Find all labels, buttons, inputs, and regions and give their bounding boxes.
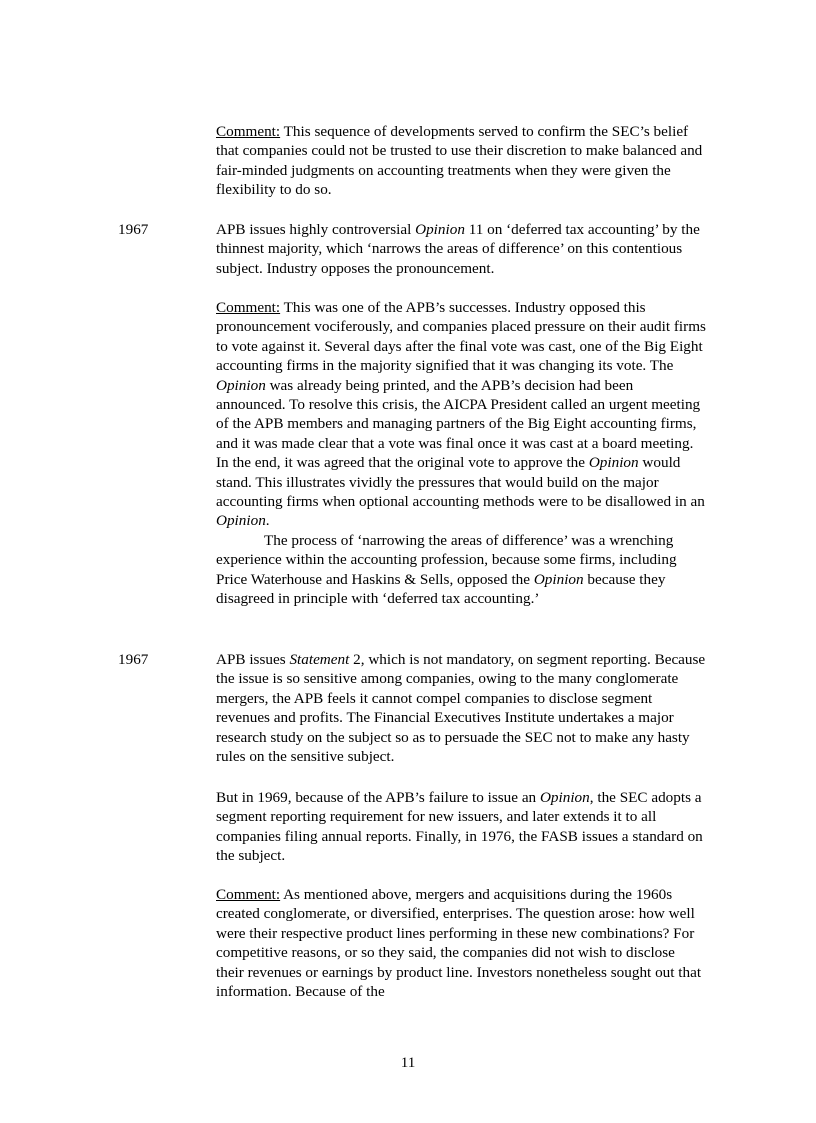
entry-year: 1967 [118,651,149,668]
paragraph-1969-segment-reporting [216,788,706,866]
entry-text: APB issues [216,651,290,668]
comment-text: This was one of the APB’s successes. Industry opposed this pronouncement vociferously, and companies placed pressure on their audit firms to vote against it. Several days after the final vote was cast, one of the Big Eight accounting firms in the majority signified that it was changing its vote. The [216,299,706,375]
entry-year: 1967 [118,221,149,238]
paragraph-text: But in 1969, because of the APB’s failure to issue an [216,789,540,806]
entry-italic-term: Opinion [415,221,465,238]
entry-text: APB issues highly controversial [216,221,416,238]
comment-label: Comment: [216,123,281,140]
page-number: 11 [400,1054,416,1071]
entry-opinion-11 [216,220,706,278]
comment-second-paragraph [216,531,706,609]
comment-italic-term: Opinion [216,376,266,394]
entry-text: 11 on ‘deferred tax accounting’ by the thinnest majority, which ‘narrows the areas of difference’ on this contentious subject. Industry opposes the pronouncement. [216,221,700,277]
entry-text: 2, which is not mandatory, on segment reporting. Because the issue is so sensitive among companies, owing to the many conglomerate mergers, the APB feels it cannot compel companies to disclose segment revenues and profits. The Financial Executives Institute undertakes a major research study on the subject so as to persuade the SEC not to make any hasty rules on the sensitive subject. [216,651,706,766]
comment-text: because they disagreed in principle with ‘deferred tax accounting.’ [216,570,666,608]
comment-text: As mentioned above, mergers and acquisitions during the 1960s created conglomerate, or diversified, enterprises. The question arose: how well were their respective product lines performing in these new combinations? For competitive reasons, or so they said, the companies did not wish to disclose their revenues or earnings by product line. Investors nonetheless sought out that information. Because of the [216,886,702,1001]
comment-label: Comment: [216,299,281,316]
entry-italic-term: Statement [289,651,350,668]
comment-label: Comment: [216,886,281,903]
comment-italic-term: Opinion [533,570,584,588]
comment-italic-term: Opinion [588,454,639,472]
comment-text: was already being printed, and the APB’s decision had been announced. To resolve this crisis, the AICPA President called an urgent meeting of the APB members and managing partners of the Big Eight accounting firms, and it was made clear that a vote was final once it was cast at a board meeting. In the end, it was agreed that the original vote to approve the [216,376,701,472]
comment-text: would stand. This illustrates vividly the pressures that would build on the major accounting firms when optional accounting methods were to be disallowed in an [216,454,705,511]
entry-statement-2 [216,650,706,766]
comment-italic-term: Opinion [216,512,266,530]
comment-text: The process of ‘narrowing the areas of difference’ was a wrenching experience within the accounting profession, because some firms, including Price Waterhouse and Haskins & Sells, opposed the [216,531,677,588]
comment-paragraph-sec-belief [216,122,706,200]
paragraph-text: , the SEC adopts a segment reporting requirement for new issuers, and later extends it to all companies filing annual reports. Finally, in 1976, the FASB issues a standard on the subject. [216,789,703,865]
comment-text: This sequence of developments served to confirm the SEC’s belief that companies could not be trusted to use their discretion to make balanced and fair-minded judgments on accounting treatments when they were given the flexibility to do so. [216,123,703,199]
comment-text: . [265,512,270,530]
paragraph-italic-term: Opinion [539,789,590,806]
comment-paragraph-apb-successes [216,298,706,609]
comment-paragraph-conglomerates [216,885,706,1001]
